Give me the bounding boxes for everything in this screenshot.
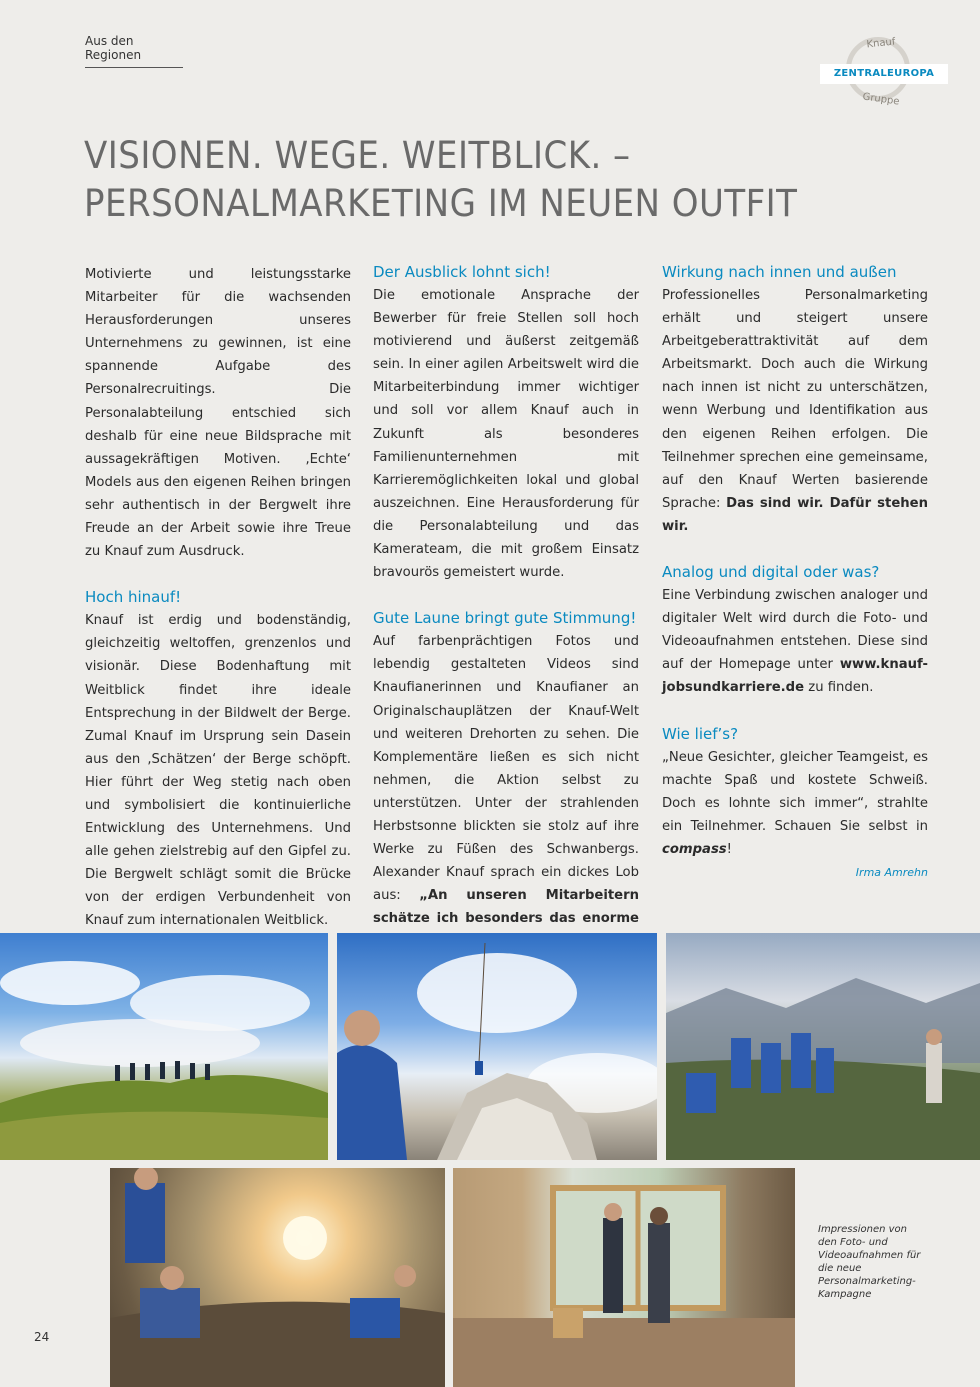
text-column-2	[373, 261, 639, 1000]
photo-hikers-svg	[0, 933, 328, 1160]
intro-paragraph: Motivierte und leistungsstarke Mitarbeiter für die wachsenden Herausforderungen unseres Unternehmens zu gewinnen, ist eine spannende Aufgabe des Personalrecruitings. Die Personalabteilung entschied sich deshalb für eine neue Bildsprache mit aussagekräftigen Motiven. ‚Echte‘ Models aus den eigenen Reihen bringen sehr authentisch in der Bergwelt ihre Freude an der Arbeit sowie ihre Treue zu Knauf zum Ausdruck.	[85, 267, 351, 560]
photo-sunrise-team	[110, 1168, 445, 1387]
photo-indoor-shooting	[453, 1168, 795, 1387]
paragraph-analog-end: zu finden.	[808, 680, 874, 696]
author-credit: Irma Amrehn	[855, 865, 928, 879]
paragraph-wie-liefs-end: !	[726, 841, 732, 857]
paragraph-wie-liefs-text: „Neue Gesichter, gleicher Teamgeist, es machte Spaß und kostete Schweiß. Doch es lohnte sich immer“, strahlte ein Teilnehmer. Schauen Sie selbst in	[662, 749, 928, 834]
subheading-wie-liefs: Wie lief’s?	[662, 724, 739, 743]
photo-hikers-on-ridge	[0, 933, 328, 1160]
photo-indoor-svg	[453, 1168, 795, 1387]
photo-sunrise-svg	[110, 1168, 445, 1387]
section-label: Aus den Regionen	[85, 34, 183, 68]
compass-magazine-name: compass	[662, 841, 727, 857]
paragraph-wie-liefs	[662, 746, 928, 861]
page-number: 24	[34, 1330, 50, 1344]
homepage-link[interactable]: www.knauf-jobsundkarriere.de	[662, 657, 928, 696]
subheading-gute-laune: Gute Laune bringt gute Stimmung!	[373, 609, 637, 628]
paragraph-gute-laune-text: Auf farbenprächtigen Fotos und lebendig gestalteten Videos sind Knaufianerinnen und Knaufianer an Originalschauplätzen der Knauf-Welt und weiteren Drehorten zu sehen. Die Komplementäre ließen es sich nicht nehmen, die Aktion selbst zu unterstützen. Unter der strahlenden Herbstsonne blickten sie stolz auf ihre Werke zu Füßen des Schwanbergs. Alexander Knauf sprach ein dickes Lob aus:	[373, 634, 639, 904]
paragraph-hoch-hinauf: Knauf ist erdig und bodenständig, gleichzeitig weltoffen, grenzenlos und visionär. Diese Bodenhaftung mit Weitblick findet ihre ideale Entsprechung in der Bildwelt der Berge. Zumal Knauf im Ursprung sein Dasein aus den ‚Schätzen‘ der Berge schöpft. Hier führt der Weg stetig nach oben und symbolisiert die kontinuierliche Entwicklung des Unternehmens. Und alle gehen zielstrebig auf den Gipfel zu. Die Bergwelt schlägt somit die Brücke von der erdigen Verbundenheit von Knauf zum internationalen Weitblick.	[85, 613, 351, 929]
photo-climber-svg	[337, 933, 657, 1160]
article-headline	[84, 132, 857, 228]
photo-caption: Impressionen von den Foto- und Videoaufnahmen für die neue Personalmarketing-Kampagne	[818, 1224, 921, 1300]
paragraph-wirkung-bold: Das sind wir. Dafür stehen wir.	[662, 495, 928, 534]
paragraph-wirkung	[662, 284, 928, 538]
subheading-wirkung: Wirkung nach innen und außen	[662, 263, 897, 281]
badge-top-text: Knauf	[866, 36, 896, 51]
text-column-3	[662, 261, 928, 881]
photo-team-in-mountains	[666, 933, 980, 1160]
knauf-quote: „An unseren Mitarbeitern schätze ich besonders das enorme	[373, 888, 639, 927]
photo-climber-on-rocks	[337, 933, 657, 1160]
paragraph-wirkung-text: Professionelles Personalmarketing erhält und steigert unsere Arbeitgeberattraktivität auf dem Arbeitsmarkt. Doch auch die Wirkung nach innen ist nicht zu unterschätzen, wenn Werbung und Identifikation aus den eigenen Reihen erfolgen. Die Teilnehmer sprechen eine gemeinsame, auf den Knauf Werten basierende Sprache:	[662, 288, 928, 511]
photo-team-svg	[666, 933, 980, 1160]
subheading-analog-digital: Analog und digital oder was?	[662, 563, 880, 582]
paragraph-ausblick: Die emotionale Ansprache der Bewerber für freie Stellen soll hoch motivierend und äußerst zeitgemäß sein. In einer agilen Arbeitswelt wird die Mitarbeiterbindung immer wichtiger und soll vor allem Knauf auch in Zukunft als besonderes Familienunternehmen mit Karrieremöglichkeiten lokal und global auszeichnen. Eine Herausforderung für die Personalabteilung und das Kamerateam, die mit großem Einsatz bravourös gemeistert wurde.	[373, 288, 639, 581]
text-column-1	[85, 263, 351, 956]
headline-line-1: VISIONEN. WEGE. WEITBLICK. –	[84, 134, 631, 177]
subheading-ausblick: Der Ausblick lohnt sich!	[373, 263, 551, 281]
headline-line-2: PERSONALMARKETING IM NEUEN OUTFIT	[84, 182, 798, 225]
paragraph-analog-text: Eine Verbindung zwischen analoger und digitaler Welt wird durch die Foto- und Videoaufnahmen entstehen. Diese sind auf der Homepage unter	[662, 588, 928, 673]
subheading-hoch-hinauf: Hoch hinauf!	[85, 588, 182, 607]
paragraph-gute-laune	[373, 630, 639, 976]
region-banner: ZENTRALEUROPA	[820, 64, 948, 84]
paragraph-analog-digital	[662, 584, 928, 699]
badge-bottom-text: Gruppe	[861, 91, 901, 108]
